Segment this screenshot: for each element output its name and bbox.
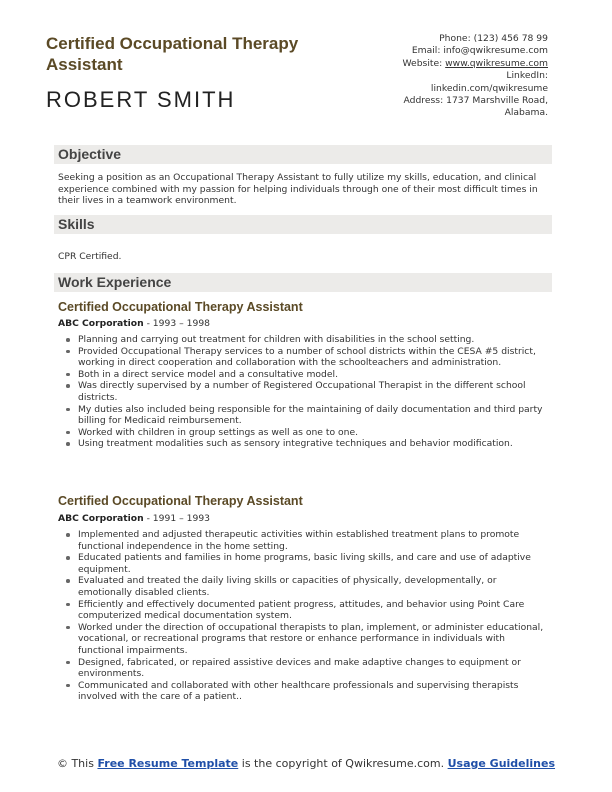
list-item: Was directly supervised by a number of Registered Occupational Therapist in the different school districts. (64, 380, 552, 403)
list-item: Worked with children in group settings as well as one to one. (64, 427, 552, 439)
list-item: My duties also included being responsible for the maintaining of daily documentation and third party billing for Medicaid reimbursement. (64, 404, 552, 427)
list-item: Provided Occupational Therapy services to a number of school districts within the CESA #5 district, working in direct cooperation and collaboration with the schoolteachers and administration. (64, 346, 552, 369)
job-1-dates: - 1993 – 1998 (143, 318, 211, 329)
job-2-company: ABC Corporation (58, 513, 144, 524)
address-line-2: Alabama. (504, 107, 548, 119)
list-item: Evaluated and treated the daily living skills or capacities of physically, developmentally, or emotionally disabled clients. (64, 575, 552, 598)
job-1-company: ABC Corporation (58, 318, 144, 329)
footer-middle: is the copyright of Qwikresume.com. (238, 757, 448, 770)
job-2-duties (64, 529, 552, 703)
skills-text: CPR Certified. (58, 251, 122, 262)
list-item: Planning and carrying out treatment for children with disabilities in the school setting. (64, 334, 552, 346)
list-item: Communicated and collaborated with other healthcare professionals and supervising therapists involved with the care of a patient.. (64, 680, 552, 703)
job-1-title: Certified Occupational Therapy Assistant (58, 300, 303, 314)
contact-website (308, 58, 548, 70)
address-label: Address: (403, 95, 444, 107)
skills-heading: Skills (54, 215, 552, 234)
footer-prefix: © This (56, 757, 98, 770)
job-1-duties (64, 334, 552, 450)
job-1-company-line (58, 318, 210, 329)
website-link[interactable]: www.qwikresume.com (445, 57, 548, 69)
list-item: Using treatment modalities such as sensory integrative techniques and behavior modification. (64, 438, 552, 450)
linkedin-value: linkedin.com/qwikresume (430, 82, 548, 94)
job-2-title: Certified Occupational Therapy Assistant (58, 494, 303, 508)
job-2-dates: - 1991 – 1993 (143, 513, 211, 524)
address-line-1: 1737 Marshville Road, (446, 95, 548, 107)
list-item: Worked under the direction of occupational therapists to plan, implement, or administer educational, vocational, or recreational programs that restore or enhance performance in individuals with functional impairments. (64, 622, 552, 657)
work-experience-heading: Work Experience (54, 273, 552, 292)
list-item: Designed, fabricated, or repaired assistive devices and make adaptive changes to equipment or environments. (64, 657, 552, 680)
website-label: Website: (402, 57, 443, 69)
usage-guidelines-link[interactable]: Usage Guidelines (447, 757, 556, 770)
free-resume-template-link[interactable]: Free Resume Template (97, 757, 239, 770)
resume-title: Certified Occupational Therapy Assistant (46, 34, 299, 74)
list-item: Both in a direct service model and a consultative model. (64, 369, 552, 381)
phone-value: (123) 456 78 99 (473, 33, 548, 44)
job-2-company-line (58, 513, 210, 524)
copyright-footer (0, 757, 612, 770)
objective-heading: Objective (54, 145, 552, 164)
contact-block (308, 33, 548, 120)
contact-address (308, 95, 548, 107)
objective-text: Seeking a position as an Occupational Therapy Assistant to fully utilize my skills, education, and clinical experience combined with my passion for helping individuals through one of their most difficult times in their lives in a teamwork environment. (58, 172, 538, 207)
candidate-name: ROBERT SMITH (46, 87, 236, 112)
list-item: Implemented and adjusted therapeutic activities within established treatment plans to promote functional independence in the home setting. (64, 529, 552, 552)
phone-label: Phone: (439, 33, 471, 44)
list-item: Educated patients and families in home programs, basic living skills, and care and use of adaptive equipment. (64, 552, 552, 575)
list-item: Efficiently and effectively documented patient progress, attitudes, and behavior using Point Care computerized medical documentation system. (64, 599, 552, 622)
email-value: info@qwikresume.com (443, 45, 548, 57)
linkedin-label: LinkedIn: (506, 70, 548, 82)
contact-email (308, 45, 548, 57)
email-label: Email: (411, 45, 441, 57)
contact-phone (308, 33, 548, 45)
